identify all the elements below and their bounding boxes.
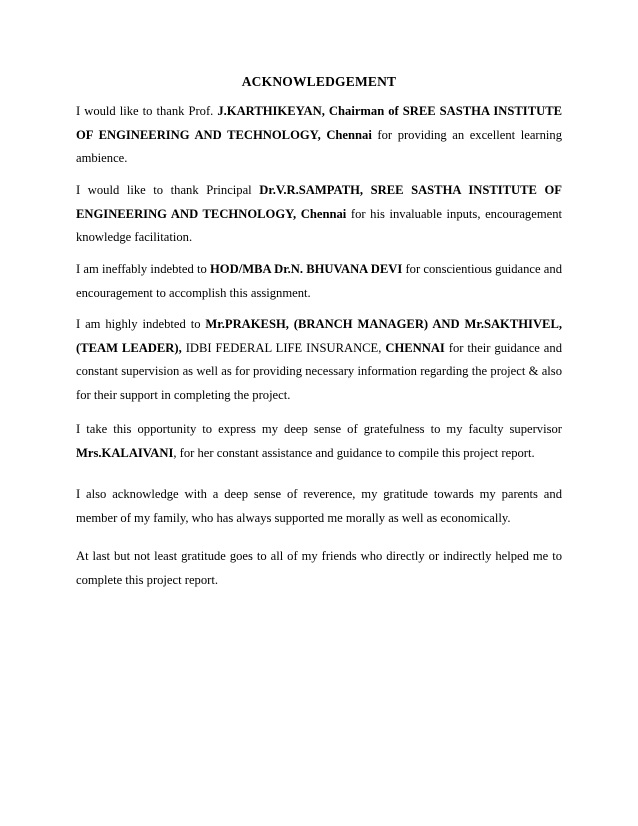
paragraph-6 (76, 483, 562, 530)
paragraph-7 (76, 545, 562, 592)
paragraph-5 (76, 418, 562, 465)
paragraph-text: IDBI FEDERAL LIFE INSURANCE, (181, 340, 386, 355)
paragraph-text: I would like to thank Prof. (76, 104, 218, 118)
paragraph-bold-text: HOD/MBA Dr.N. BHUVANA DEVI (210, 262, 403, 276)
paragraph-text: I would like to thank Principal (76, 183, 260, 197)
paragraph-text: I also acknowledge with a deep sense of reverence, my gratitude towards my parents and member of my family, who has always supported me morally as well as economically. (76, 487, 562, 525)
paragraph-2 (76, 179, 562, 250)
paragraph-text: I am highly indebted to (76, 317, 206, 331)
paragraph-text: At last but not least gratitude goes to all of my friends who directly or indirectly helped me to complete this project report. (76, 549, 562, 587)
page-title: ACKNOWLEDGEMENT (241, 74, 397, 89)
paragraph-bold-text: CHENNAI (385, 340, 445, 355)
paragraph-text: for conscientious guidance and encouragement to accomplish this assignment. (76, 262, 562, 300)
paragraph-text: for their guidance and constant supervision as well as for providing necessary information regarding the project & also for their support in completing the project. (76, 340, 562, 402)
paragraph-text: for his invaluable inputs, encouragement knowledge facilitation. (76, 206, 562, 244)
paragraph-text: for providing an excellent learning ambience. (76, 127, 563, 165)
paragraph-4 (76, 313, 562, 407)
paragraph-3 (76, 258, 562, 305)
paragraph-text: I take this opportunity to express my deep sense of gratefulness to my faculty supervisor (76, 422, 562, 436)
paragraph-bold-text: Dr.V.R.SAMPATH, SREE SASTHA INSTITUTE OF ENGINEERING AND TECHNOLOGY, Chennai (76, 183, 563, 221)
paragraph-text: I am ineffably indebted to (76, 262, 211, 276)
paragraph-1 (76, 100, 562, 171)
paragraph-bold-text: Mr.PRAKESH, (BRANCH MANAGER) AND Mr.SAKTHIVEL, (TEAM LEADER), (76, 317, 562, 355)
paragraph-text: , for her constant assistance and guidance to compile this project report. (173, 445, 535, 460)
paragraph-bold-text: Mrs.KALAIVANI (76, 445, 174, 460)
paragraph-bold-text: J.KARTHIKEYAN, Chairman of SREE SASTHA INSTITUTE OF ENGINEERING AND TECHNOLOGY, Chennai (76, 104, 562, 142)
